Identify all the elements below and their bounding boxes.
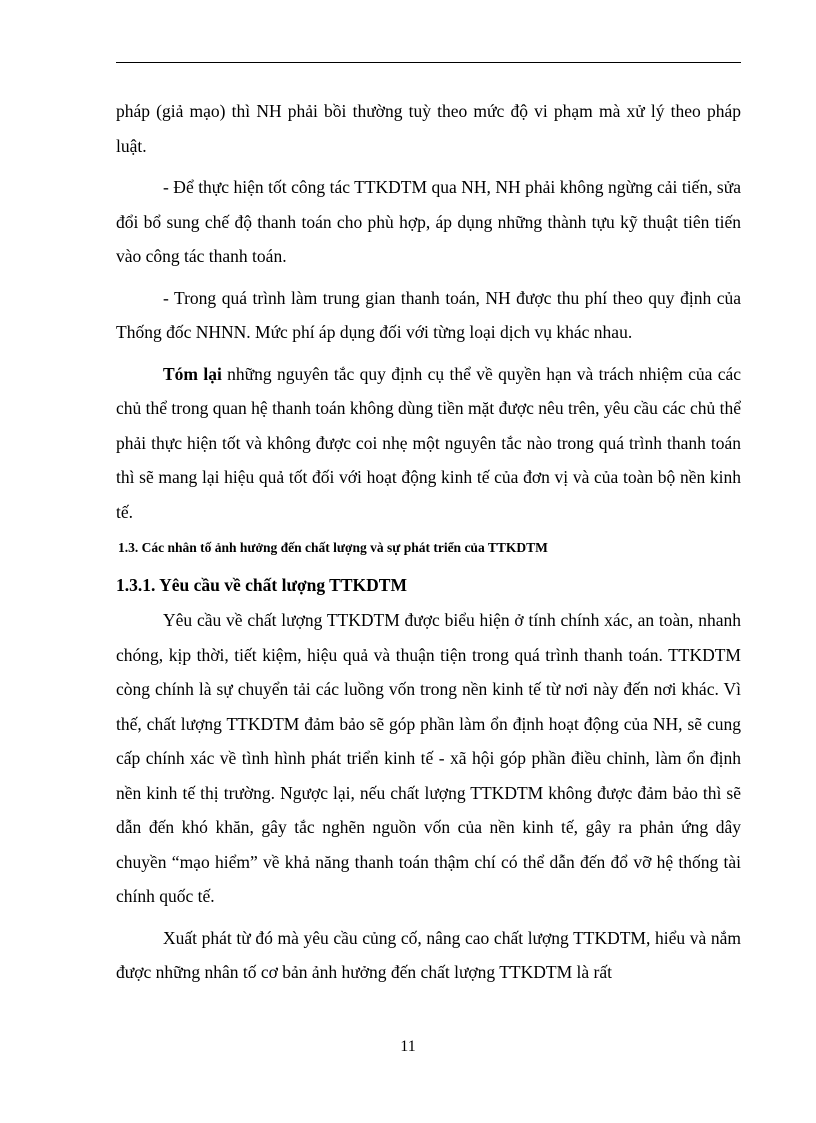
- section-heading-1-3-1: 1.3.1. Yêu cầu về chất lượng TTKDTM: [116, 575, 407, 595]
- page-number: 11: [400, 1038, 416, 1055]
- section-heading-1-3: 1.3. Các nhân tố ảnh hưởng đến chất lượng và sự phát triển của TTKDTM: [118, 540, 548, 555]
- header-rule: [116, 62, 741, 63]
- summary-text: những nguyên tắc quy định cụ thể về quyền hạn và trách nhiệm của các chủ thể trong quan hệ thanh toán không dùng tiền mặt được nêu trên, yêu cầu các chủ thể phải thực hiện tốt và không được coi nhẹ một nguyên tắc nào trong quá trình thanh toán thì sẽ mang lại hiệu quả tốt đối với hoạt động kinh tế của đơn vị và của toàn bộ nền kinh tế.: [116, 363, 741, 522]
- paragraph-quality-requirements: Yêu cầu về chất lượng TTKDTM được biểu hiện ở tính chính xác, an toàn, nhanh chóng, kịp thời, tiết kiệm, hiệu quả và thuận tiện trong quá trình thanh toán. TTKDTM còng chính là sự chuyển tải các luồng vốn trong nền kinh tế từ nơi này đến nơi khác. Vì thế, chất lượng TTKDTM đảm bảo sẽ góp phần làm ổn định hoạt động của NH, sẽ cung cấp chính xác về tình hình phát triển kinh tế - xã hội góp phần điều chỉnh, làm ổn định nền kinh tế thị trường. Ngược lại, nếu chất lượng TTKDTM không được đảm bảo thì sẽ dẫn đến khó khăn, gây tắc nghẽn nguồn vốn của nền kinh tế, gây ra phản ứng dây chuyền “mạo hiểm” về khả năng thanh toán thậm chí có thể dẫn đến đổ vỡ hệ thống tài chính quốc tế.: [116, 610, 741, 906]
- paragraph-continuation: pháp (giả mạo) thì NH phải bồi thường tuỳ theo mức độ vi phạm mà xử lý theo pháp luật.: [116, 101, 741, 156]
- paragraph-summary: [116, 357, 741, 530]
- page-body: [116, 94, 741, 990]
- paragraph-improvement: - Để thực hiện tốt công tác TTKDTM qua NH, NH phải không ngừng cải tiến, sửa đổi bổ sung chế độ thanh toán cho phù hợp, áp dụng những thành tựu kỹ thuật tiên tiến vào công tác thanh toán.: [116, 177, 741, 266]
- summary-lead: Tóm lại: [163, 363, 222, 384]
- paragraph-fees: - Trong quá trình làm trung gian thanh toán, NH được thu phí theo quy định của Thống đốc NHNN. Mức phí áp dụng đối với từng loại dịch vụ khác nhau.: [116, 287, 741, 342]
- paragraph-conclusion: Xuất phát từ đó mà yêu cầu củng cố, nâng cao chất lượng TTKDTM, hiểu và nắm được những nhân tố cơ bản ảnh hưởng đến chất lượng TTKDTM là rất: [116, 927, 741, 982]
